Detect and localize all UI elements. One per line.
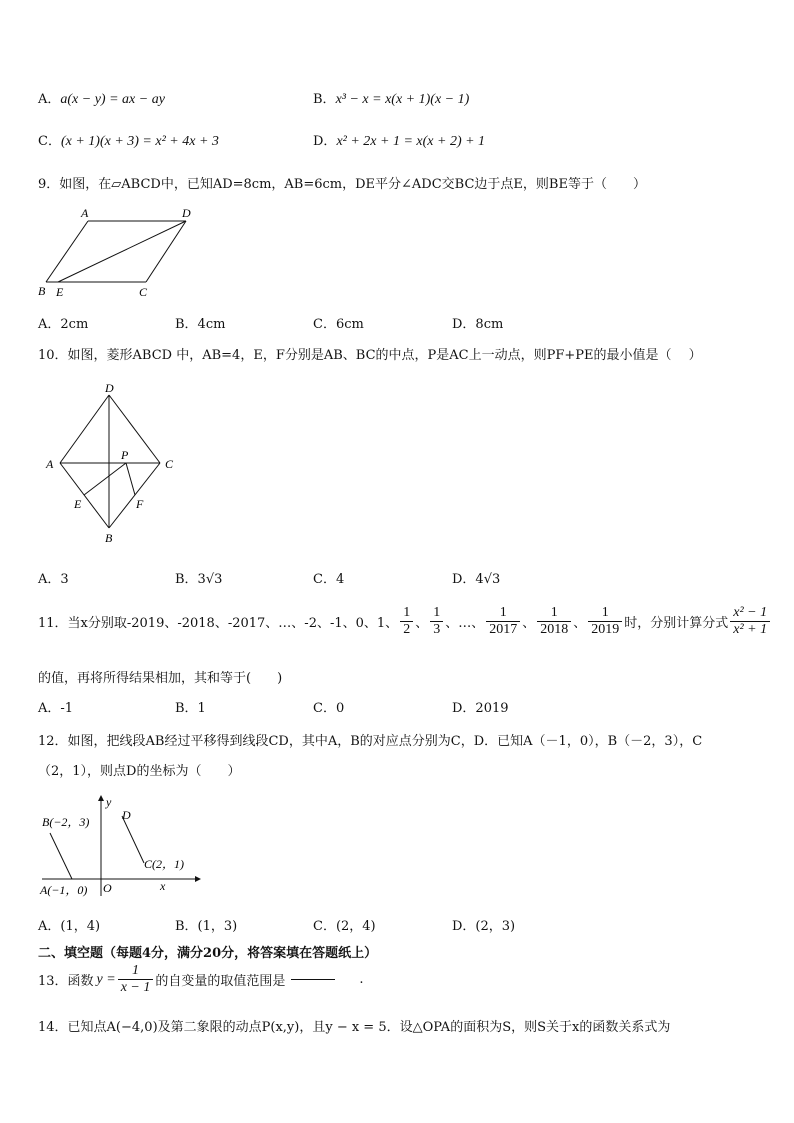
q8-option-d: D．x² + 2x + 1 = x(x + 2) + 1 bbox=[313, 134, 486, 149]
q11-stem-line1: 11．当x分别取-2019、-2018、-2017、…、-2、-1、0、1、 $\frac{1}{2}$ 、 $\frac{1}{3}$ 、…、 $\frac{1}{2017}$ 、 $\frac{1}{2018}$ 、 $\frac{1}{2019}$ 时，分别计算分式 $\frac{\text{x² − 1}}{\text{x² + 1}}$ bbox=[38, 605, 772, 638]
q9-label-e: E bbox=[56, 285, 64, 299]
q12-label-o: O bbox=[103, 881, 112, 895]
q12-x-axis-arrow bbox=[195, 876, 201, 882]
q9-option-b: B．4cm bbox=[175, 317, 226, 332]
section-title-fill-in: 二、填空题（每题4分，满分20分，将答案填在答题纸上） bbox=[38, 946, 378, 961]
q12-label-d: D bbox=[122, 808, 131, 822]
q12-label-a: A(−1，0) bbox=[40, 883, 88, 897]
q13-fraction: $\frac{1}{x - 1}$ bbox=[118, 963, 154, 996]
q12-label-b: B(−2，3) bbox=[42, 815, 90, 829]
q10-segment-pf bbox=[126, 463, 135, 495]
q12-option-b: B．(1，3) bbox=[175, 919, 238, 934]
q12-segment-ab bbox=[50, 833, 72, 879]
q10-rhombus-figure bbox=[38, 378, 188, 548]
q9-option-a: A．2cm bbox=[38, 317, 89, 332]
q9-segment-de bbox=[58, 221, 186, 282]
q9-option-c: C．6cm bbox=[313, 317, 364, 332]
q11-fraction-4: $\frac{1}{2018}$ bbox=[537, 605, 571, 638]
q10-label-b: B bbox=[105, 531, 113, 545]
q9-side-ab bbox=[46, 221, 88, 282]
q9-label-c: C bbox=[139, 285, 148, 299]
q9-parallelogram-figure bbox=[36, 205, 206, 300]
q9-stem: 9．如图，在▱ABCD中，已知AD=8cm，AB=6cm，DE平分∠ADC交BC边于点E，则BE等于（ ） bbox=[38, 177, 646, 192]
q8-option-a: A．a(x − y) = ax − ay bbox=[38, 92, 165, 107]
q14-stem: 14．已知点A(−4,0)及第二象限的动点P(x,y)，且y − x = 5．设△OPA的面积为S，则S关于x的函数关系式为 bbox=[38, 1020, 671, 1035]
q12-label-y: y bbox=[106, 795, 112, 809]
q11-stem-line2: 的值，再将所得结果相加，其和等于( ) bbox=[38, 671, 283, 686]
q11-fraction-3: $\frac{1}{2017}$ bbox=[486, 605, 520, 638]
q12-stem-line1: 12．如图，把线段AB经过平移得到线段CD，其中A，B的对应点分别为C，D．已知A（－1，0），B（－2，3），C bbox=[38, 734, 703, 749]
q10-side-dc bbox=[109, 395, 160, 463]
q11-option-b: B．1 bbox=[175, 701, 206, 716]
q10-label-d: D bbox=[105, 381, 114, 395]
q13-stem: 13．函数 y = $\frac{1}{x - 1}$ 的自变量的取值范围是 . bbox=[38, 963, 364, 995]
q11-expression: $\frac{\text{x² − 1}}{\text{x² + 1}}$ bbox=[730, 605, 770, 638]
q12-option-a: A．(1，4) bbox=[38, 919, 101, 934]
q10-option-d: D．4√3 bbox=[452, 572, 501, 587]
q11-fraction-5: $\frac{1}{2019}$ bbox=[588, 605, 622, 638]
q12-option-d: D．(2，3) bbox=[452, 919, 516, 934]
q11-fraction-2: $\frac{1}{3}$ bbox=[430, 605, 443, 638]
q10-side-cb bbox=[109, 463, 160, 528]
q13-answer-blank[interactable] bbox=[291, 979, 335, 980]
q12-stem-line2: （2，1），则点D的坐标为（ ） bbox=[38, 764, 241, 779]
q12-coordinate-figure bbox=[36, 786, 236, 901]
q8-option-c: C．(x + 1)(x + 3) = x² + 4x + 3 bbox=[38, 134, 219, 149]
q11-option-d: D．2019 bbox=[452, 701, 509, 716]
q9-label-d: D bbox=[182, 206, 191, 220]
q11-fraction-1: $\frac{1}{2}$ bbox=[400, 605, 413, 638]
q10-label-e: E bbox=[74, 497, 82, 511]
q10-side-ab bbox=[60, 463, 109, 528]
q9-option-d: D．8cm bbox=[452, 317, 504, 332]
q12-y-axis-arrow bbox=[98, 795, 104, 801]
q8-option-b: B．x³ − x = x(x + 1)(x − 1) bbox=[313, 92, 470, 107]
q10-side-da bbox=[60, 395, 109, 463]
q10-label-p: P bbox=[121, 448, 129, 462]
q10-label-c: C bbox=[165, 457, 174, 471]
q10-option-a: A．3 bbox=[38, 572, 69, 587]
q9-label-a: A bbox=[81, 206, 89, 220]
q11-option-c: C．0 bbox=[313, 701, 345, 716]
q9-label-b: B bbox=[38, 284, 46, 298]
q10-option-b: B．3√3 bbox=[175, 572, 223, 587]
q10-option-c: C．4 bbox=[313, 572, 345, 587]
q12-segment-cd bbox=[122, 816, 144, 863]
q12-label-x: x bbox=[160, 879, 166, 893]
q11-option-a: A．-1 bbox=[38, 701, 74, 716]
q10-stem: 10．如图，菱形ABCD 中，AB=4，E，F分别是AB、BC的中点，P是AC上一动点，则PF+PE的最小值是（ ） bbox=[38, 348, 702, 363]
q10-label-a: A bbox=[46, 457, 54, 471]
q10-segment-pe bbox=[84, 463, 126, 495]
q10-label-f: F bbox=[136, 497, 144, 511]
q12-option-c: C．(2，4) bbox=[313, 919, 376, 934]
q12-label-c: C(2，1) bbox=[144, 857, 184, 871]
